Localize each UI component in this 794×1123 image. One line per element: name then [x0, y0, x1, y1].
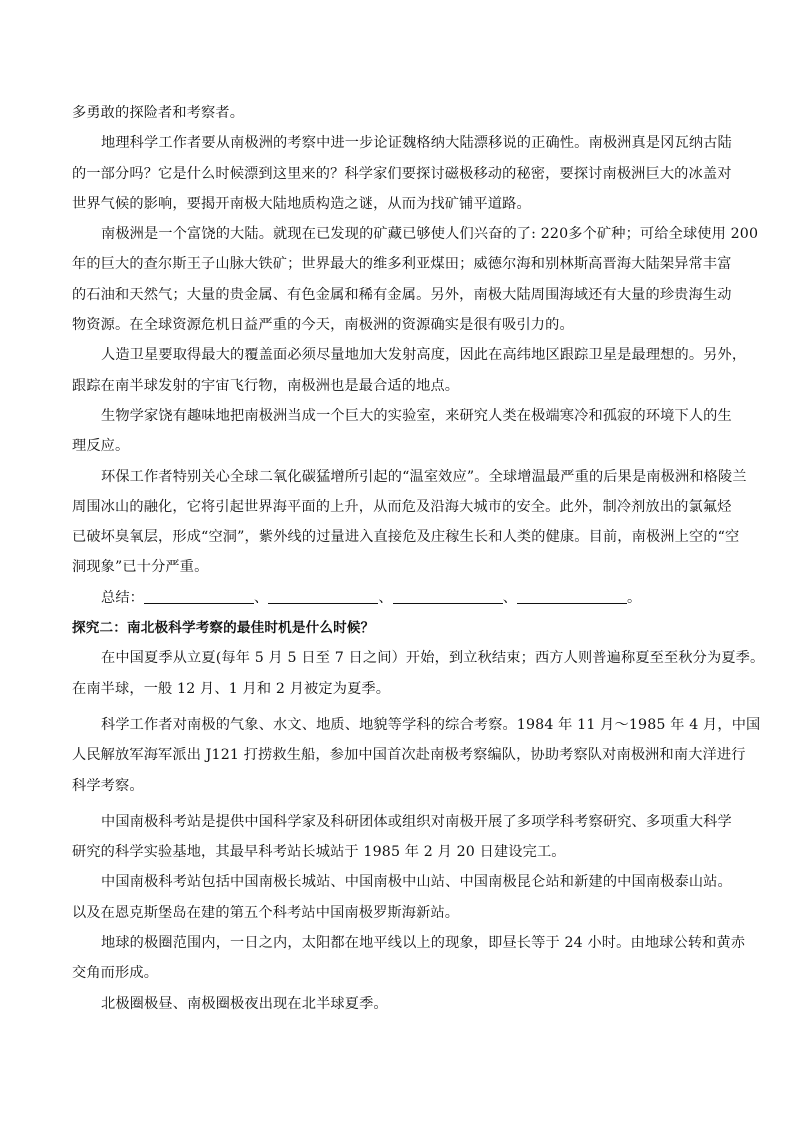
summary-label: 总结： — [101, 589, 145, 606]
paragraph-line: 世界气候的影响，要揭开南极大陆地质构造之谜，从而为找矿铺平道路。 — [72, 195, 531, 212]
summary-separator: 、 — [254, 589, 269, 606]
paragraph-line: 周围冰山的融化，它将引起世界海平面的上升，从而危及沿海大城市的安全。此外，制冷剂放出的氯氟烃 — [72, 498, 732, 515]
paragraph-line: 中国南极科考站包括中国南极长城站、中国南极中山站、中国南极昆仑站和新建的中国南极泰山站。 — [101, 874, 732, 891]
paragraph-line: 科学考察。 — [72, 777, 144, 794]
paragraph-line: 生物学家饶有趣味地把南极洲当成一个巨大的实验室，来研究人类在极端寒冷和孤寂的环境下人的生 — [101, 407, 732, 424]
summary-separator: 、 — [378, 589, 393, 606]
paragraph-line: 地理科学工作者要从南极洲的考察中进一步论证魏格纳大陆漂移说的正确性。南极洲真是冈瓦纳古陆 — [101, 135, 732, 152]
paragraph-line: 理反应。 — [72, 438, 130, 455]
section-heading: 探究二：南北极科学考察的最佳时机是什么时候？ — [72, 620, 375, 637]
paragraph-line: 人民解放军海军派出 J121 打捞救生船，参加中国首次赴南极考察编队，协助考察队对南极洲和南大洋进行 — [72, 747, 746, 764]
summary-separator: 、 — [502, 589, 518, 606]
paragraph-line: 在南半球，一般 12 月、1 月和 2 月被定为夏季。 — [72, 680, 391, 697]
paragraph-line: 跟踪在南半球发射的宇宙飞行物，南极洲也是最合适的地点。 — [72, 377, 460, 394]
paragraph-line: 研究的科学实验基地，其最早科考站长城站于 1985 年 2 月 20 日建设完工。 — [72, 844, 566, 861]
paragraph-line: 多勇敢的探险者和考察者。 — [72, 105, 245, 121]
paragraph-line: 物资源。在全球资源危机日益严重的今天，南极洲的资源确实是很有吸引力的。 — [72, 317, 574, 334]
summary-blank-2[interactable] — [268, 588, 378, 604]
paragraph-line: 年的巨大的查尔斯王子山脉大铁矿；世界最大的维多利亚煤田；威德尔海和别林斯高晋海大陆架异常丰富 — [72, 256, 732, 273]
paragraph-line: 交角而形成。 — [72, 965, 159, 982]
summary-blank-4[interactable] — [517, 588, 627, 604]
paragraph-line: 中国南极科考站是提供中国科学家及科研团体或组织对南极开展了多项学科考察研究、多项重大科学 — [101, 813, 732, 830]
summary-line — [72, 583, 732, 613]
summary-blank-1[interactable] — [144, 588, 254, 604]
paragraph-line: 科学工作者对南极的气象、水文、地质、地貌等学科的综合考察。1984 年 11 月～1985 年 4 月，中国 — [101, 716, 761, 733]
paragraph-line: 的石油和天然气；大量的贵金属、有色金属和稀有金属。另外，南极大陆周围海域还有大量的珍贵海生动 — [72, 286, 732, 303]
paragraph-line: 北极圈极昼、南极圈极夜出现在北半球夏季。 — [101, 995, 388, 1012]
document-page — [72, 98, 765, 1019]
paragraph-line: 以及在恩克斯堡岛在建的第五个科考站中国南极罗斯海新站。 — [72, 904, 460, 921]
paragraph-line: 已破坏臭氧层，形成“空洞”，紫外线的过量进入直接危及庄稼生长和人类的健康。目前，南极洲上空的“空 — [72, 529, 740, 546]
paragraph-line: 在中国夏季从立夏(每年 5 月 5 日至 7 日之间）开始，到立秋结束；西方人则普遍称夏至至秋分为夏季。 — [101, 650, 765, 667]
paragraph-line: 人造卫星要取得最大的覆盖面必须尽量地加大发射高度，因此在高纬地区跟踪卫星是最理想的。另外， — [101, 347, 747, 364]
summary-blank-3[interactable] — [393, 588, 503, 604]
paragraph-line: 环保工作者特别关心全球二氧化碳猛增所引起的“温室效应”。全球增温最严重的后果是南极洲和格陵兰 — [101, 468, 747, 485]
paragraph-line: 南极洲是一个富饶的大陆。就现在已发现的矿藏已够使人们兴奋的了: 220多个矿种；可给全球使用 200 — [101, 226, 759, 243]
paragraph-line: 地球的极圈范围内，一日之内，太阳都在地平线以上的现象，即昼长等于 24 小时。由地球公转和黄赤 — [101, 935, 746, 952]
paragraph-line: 的一部分吗？它是什么时候漂到这里来的？科学家们要探讨磁极移动的秘密，要探讨南极洲巨大的冰盖对 — [72, 165, 732, 182]
summary-end: 。 — [627, 589, 642, 606]
paragraph-line: 洞现象”已十分严重。 — [72, 559, 209, 576]
